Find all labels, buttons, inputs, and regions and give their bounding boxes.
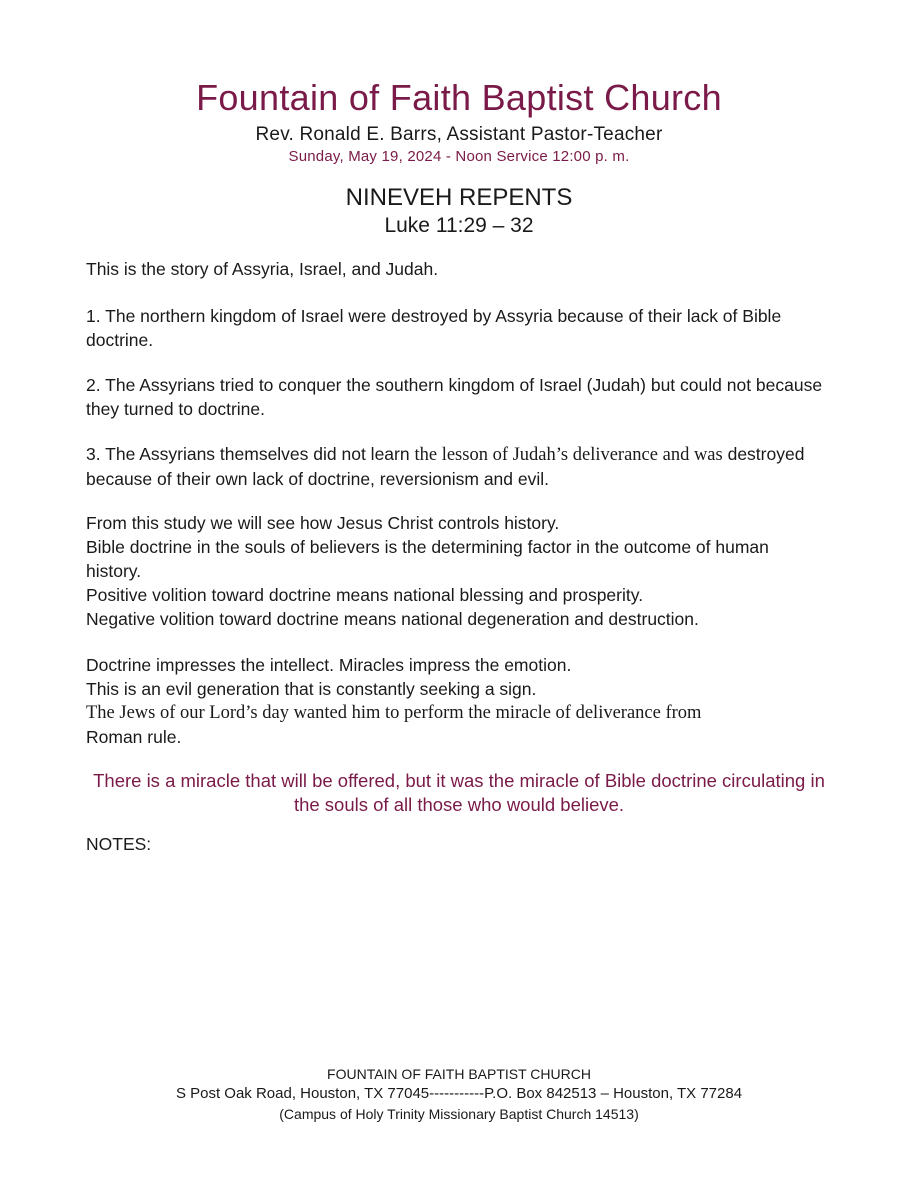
service-date-line: Sunday, May 19, 2024 - Noon Service 12:00 p. m. bbox=[288, 148, 630, 165]
scripture-reference: Luke 11:29 – 32 bbox=[384, 214, 534, 237]
doctrine-line: The Jews of our Lord’s day wanted him to perform the miracle of deliverance from bbox=[86, 703, 702, 723]
study-line: From this study we will see how Jesus Christ controls history. bbox=[86, 513, 560, 533]
doctrine-line: This is an evil generation that is constantly seeking a sign. bbox=[86, 679, 537, 699]
point-2-paragraph: 2. The Assyrians tried to conquer the southern kingdom of Israel (Judah) but could not because they turned to doctrine. bbox=[86, 375, 823, 419]
doctrine-line: Roman rule. bbox=[86, 727, 182, 747]
study-line: Positive volition toward doctrine means national blessing and prosperity. bbox=[86, 585, 644, 605]
footer-church-name: FOUNTAIN OF FAITH BAPTIST CHURCH bbox=[327, 1066, 591, 1082]
point-3-text-c: destroyed because of their own lack of doctrine, reversionism and evil. bbox=[86, 444, 805, 489]
bulletin-header bbox=[0, 76, 918, 167]
point-3-paragraph bbox=[86, 442, 826, 491]
point-3-text-a: 3. The Assyrians themselves did not learn bbox=[86, 444, 415, 464]
bulletin-footer bbox=[0, 1064, 918, 1124]
study-line: Negative volition toward doctrine means national degeneration and destruction. bbox=[86, 609, 699, 629]
church-name: Fountain of Faith Baptist Church bbox=[196, 77, 722, 118]
sermon-title: NINEVEH REPENTS bbox=[345, 184, 573, 211]
study-line: Bible doctrine in the souls of believers is the determining factor in the outcome of human history. bbox=[86, 537, 769, 581]
notes-label: NOTES: bbox=[86, 834, 152, 854]
intro-paragraph: This is the story of Assyria, Israel, and Judah. bbox=[86, 259, 439, 279]
sermon-heading bbox=[0, 184, 918, 240]
footer-campus: (Campus of Holy Trinity Missionary Baptist Church 14513) bbox=[279, 1106, 639, 1122]
doctrine-paragraph bbox=[86, 653, 826, 749]
highlighted-callout: There is a miracle that will be offered, but it was the miracle of Bible doctrine circulating in the souls of all those who would believe. bbox=[93, 770, 825, 815]
study-paragraph bbox=[86, 511, 826, 631]
footer-address: S Post Oak Road, Houston, TX 77045-----------P.O. Box 842513 – Houston, TX 77284 bbox=[175, 1085, 743, 1102]
doctrine-line: Doctrine impresses the intellect. Miracles impress the emotion. bbox=[86, 655, 572, 675]
point-1-paragraph: 1. The northern kingdom of Israel were destroyed by Assyria because of their lack of Bible doctrine. bbox=[86, 306, 782, 350]
point-3-text-b: the lesson of Judah’s deliverance and was bbox=[414, 445, 723, 465]
pastor-line: Rev. Ronald E. Barrs, Assistant Pastor-Teacher bbox=[255, 124, 663, 145]
